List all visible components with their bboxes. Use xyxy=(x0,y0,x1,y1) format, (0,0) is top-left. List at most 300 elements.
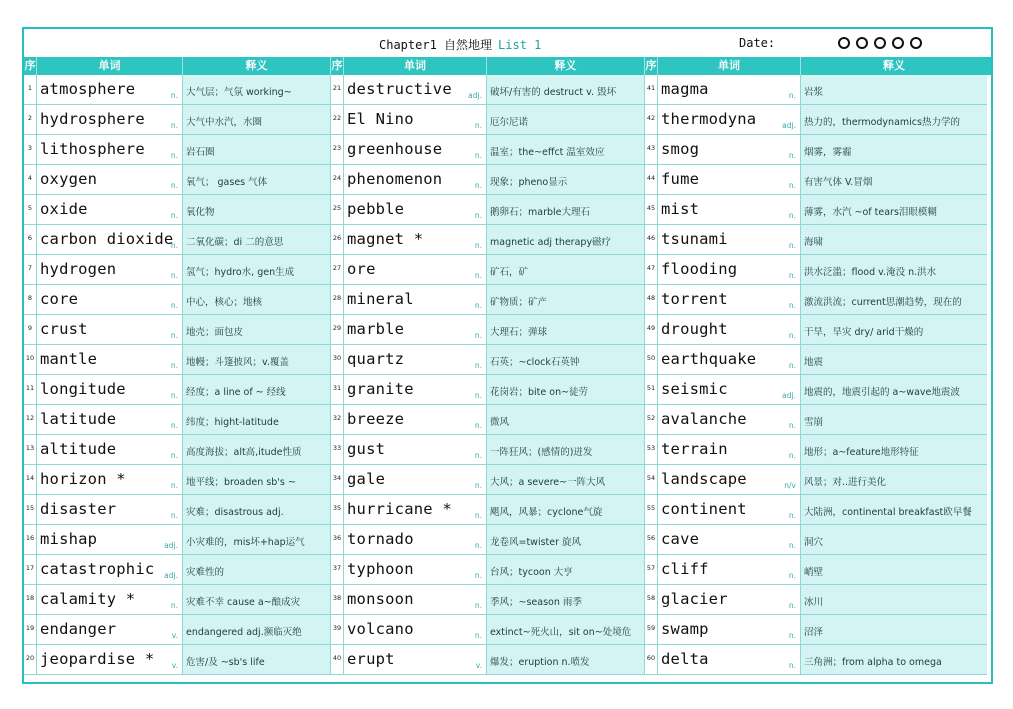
definition-cell[interactable]: 雪崩 xyxy=(801,405,987,434)
part-of-speech: adj. xyxy=(468,91,482,100)
word-cell[interactable] xyxy=(37,225,183,254)
vocab-row xyxy=(331,315,645,345)
definition-cell[interactable]: 有害气体 V.冒烟 xyxy=(801,165,987,194)
row-number: 49 xyxy=(645,315,658,344)
part-of-speech: n. xyxy=(474,301,482,310)
word-cell[interactable] xyxy=(658,195,801,224)
row-number: 28 xyxy=(331,285,344,314)
vocab-block-1 xyxy=(24,75,331,675)
rating-circle-icon[interactable] xyxy=(892,37,904,49)
definition-cell[interactable]: 洪水泛滥；flood v.淹没 n.洪水 xyxy=(801,255,987,284)
word-text: tornado xyxy=(347,530,414,548)
word-cell[interactable] xyxy=(658,135,801,164)
chapter-title: Chapter1 自然地理 xyxy=(379,38,493,52)
definition-cell[interactable]: 纬度；hight-latitude xyxy=(183,405,331,434)
part-of-speech: n. xyxy=(788,361,796,370)
row-number: 26 xyxy=(331,225,344,254)
definition-cell[interactable]: 大气中水汽，水圈 xyxy=(183,105,331,134)
word-text: disaster xyxy=(40,500,117,518)
word-text: terrain xyxy=(661,440,728,458)
word-cell[interactable] xyxy=(344,615,487,644)
definition-cell[interactable]: 氧化物 xyxy=(183,195,331,224)
column-header-def: 释义 xyxy=(183,57,331,75)
word-cell[interactable] xyxy=(344,75,487,104)
part-of-speech: n. xyxy=(170,451,178,460)
definition-cell[interactable]: endangered adj.濒临灭绝 xyxy=(183,615,331,644)
part-of-speech: n. xyxy=(170,331,178,340)
vocab-row xyxy=(645,165,987,195)
vocab-row xyxy=(24,195,331,225)
word-text: cliff xyxy=(661,560,709,578)
column-header-row xyxy=(24,57,991,75)
vocab-row xyxy=(24,495,331,525)
word-cell[interactable] xyxy=(344,345,487,374)
row-number: 50 xyxy=(645,345,658,374)
definition-cell[interactable]: 小灾难的，mis坏+hap运气 xyxy=(183,525,331,554)
word-cell[interactable] xyxy=(37,615,183,644)
word-cell[interactable] xyxy=(658,495,801,524)
definition-cell[interactable]: 危害/及 ~sb's life xyxy=(183,645,331,674)
word-text: volcano xyxy=(347,620,414,638)
definition-cell[interactable]: 峭壁 xyxy=(801,555,987,584)
word-cell[interactable] xyxy=(37,495,183,524)
row-number: 55 xyxy=(645,495,658,524)
vocab-row xyxy=(645,525,987,555)
part-of-speech: n. xyxy=(170,361,178,370)
rating-circle-icon[interactable] xyxy=(856,37,868,49)
vocab-row xyxy=(24,615,331,645)
definition-cell[interactable]: 地平线；broaden sb's ~ xyxy=(183,465,331,494)
row-number: 7 xyxy=(24,255,37,284)
vocab-row xyxy=(331,75,645,105)
definition-cell[interactable]: 矿物质；矿产 xyxy=(487,285,645,314)
part-of-speech: n. xyxy=(170,421,178,430)
row-number: 27 xyxy=(331,255,344,284)
word-text: drought xyxy=(661,320,728,338)
row-number: 16 xyxy=(24,525,37,554)
word-cell[interactable] xyxy=(37,375,183,404)
vocab-row xyxy=(24,435,331,465)
row-number: 40 xyxy=(331,645,344,674)
word-cell[interactable] xyxy=(344,375,487,404)
word-text: thermodyna xyxy=(661,110,757,128)
date-label: Date: xyxy=(739,36,776,50)
word-text: El Nino xyxy=(347,110,414,128)
definition-cell[interactable]: 花岗岩；bite on~徒劳 xyxy=(487,375,645,404)
definition-cell[interactable]: 台风；tycoon 大亨 xyxy=(487,555,645,584)
row-number: 4 xyxy=(24,165,37,194)
word-cell[interactable] xyxy=(658,405,801,434)
word-text: fume xyxy=(661,170,700,188)
definition-cell[interactable]: 二氧化碳；di 二的意思 xyxy=(183,225,331,254)
vocab-row xyxy=(24,585,331,615)
part-of-speech: n. xyxy=(474,541,482,550)
part-of-speech: n. xyxy=(170,481,178,490)
vocab-row xyxy=(331,465,645,495)
word-cell[interactable] xyxy=(344,285,487,314)
word-text: marble xyxy=(347,320,405,338)
definition-cell[interactable]: 地壳；面包皮 xyxy=(183,315,331,344)
definition-cell[interactable]: 灾难；disastrous adj. xyxy=(183,495,331,524)
word-text: catastrophic xyxy=(40,560,155,578)
row-number: 35 xyxy=(331,495,344,524)
list-label: List 1 xyxy=(498,38,542,52)
word-cell[interactable] xyxy=(37,585,183,614)
definition-cell[interactable]: 一阵狂风；(感情的)迸发 xyxy=(487,435,645,464)
definition-cell[interactable]: 高度海拔；alt高,itude性质 xyxy=(183,435,331,464)
word-cell[interactable] xyxy=(344,525,487,554)
word-cell[interactable] xyxy=(344,465,487,494)
vocab-row xyxy=(331,135,645,165)
definition-cell[interactable]: 微风 xyxy=(487,405,645,434)
word-cell[interactable] xyxy=(37,645,183,674)
vocab-row xyxy=(645,555,987,585)
row-number: 25 xyxy=(331,195,344,224)
word-cell[interactable] xyxy=(344,315,487,344)
part-of-speech: n. xyxy=(788,271,796,280)
word-cell[interactable] xyxy=(37,435,183,464)
word-cell[interactable] xyxy=(344,495,487,524)
definition-cell[interactable]: 鹅卵石；marble大理石 xyxy=(487,195,645,224)
definition-cell[interactable]: 大陆洲，continental breakfast欧早餐 xyxy=(801,495,987,524)
word-cell[interactable] xyxy=(37,465,183,494)
word-cell[interactable] xyxy=(344,225,487,254)
definition-cell[interactable]: 风景；对..进行美化 xyxy=(801,465,987,494)
definition-cell[interactable]: 龙卷风=twister 旋风 xyxy=(487,525,645,554)
definition-cell[interactable]: magnetic adj therapy磁疗 xyxy=(487,225,645,254)
definition-cell[interactable]: 地幔；斗篷披风；v.覆盖 xyxy=(183,345,331,374)
column-header-def: 释义 xyxy=(883,59,905,72)
word-text: typhoon xyxy=(347,560,414,578)
word-cell[interactable] xyxy=(658,105,801,134)
part-of-speech: n. xyxy=(788,241,796,250)
word-cell[interactable] xyxy=(344,105,487,134)
vocab-row xyxy=(24,285,331,315)
word-text: calamity * xyxy=(40,590,136,608)
row-number: 30 xyxy=(331,345,344,374)
definition-cell[interactable]: 洞穴 xyxy=(801,525,987,554)
word-cell[interactable] xyxy=(37,255,183,284)
row-number: 42 xyxy=(645,105,658,134)
definition-cell[interactable]: 激流洪流；current思潮趋势，现在的 xyxy=(801,285,987,314)
part-of-speech: n. xyxy=(788,151,796,160)
title-row xyxy=(24,29,991,57)
column-header-num: 序 xyxy=(24,57,37,75)
part-of-speech: n. xyxy=(788,91,796,100)
word-text: mist xyxy=(661,200,700,218)
part-of-speech: v. xyxy=(171,631,178,640)
word-text: gale xyxy=(347,470,386,488)
definition-cell[interactable]: 灾难不幸 cause a~酿成灾 xyxy=(183,585,331,614)
part-of-speech: n. xyxy=(474,631,482,640)
definition-cell[interactable]: 现象；pheno显示 xyxy=(487,165,645,194)
word-cell[interactable] xyxy=(658,525,801,554)
definition-cell[interactable]: 温室；the~effct 温室效应 xyxy=(487,135,645,164)
column-header-word: 单词 xyxy=(658,57,801,75)
word-cell[interactable] xyxy=(344,195,487,224)
definition-cell[interactable]: 中心，核心；地核 xyxy=(183,285,331,314)
rating-circle-icon[interactable] xyxy=(874,37,886,49)
part-of-speech: adj. xyxy=(164,571,178,580)
vocab-row xyxy=(24,75,331,105)
word-text: horizon * xyxy=(40,470,126,488)
vocab-row xyxy=(24,465,331,495)
vocab-row xyxy=(24,525,331,555)
definition-cell[interactable]: 冰川 xyxy=(801,585,987,614)
definition-cell[interactable]: 岩浆 xyxy=(801,75,987,104)
definition-cell[interactable]: 地震 xyxy=(801,345,987,374)
vocab-row xyxy=(645,375,987,405)
row-number: 18 xyxy=(24,585,37,614)
rating-circle-icon[interactable] xyxy=(910,37,922,49)
vocab-row xyxy=(331,615,645,645)
row-number: 58 xyxy=(645,585,658,614)
part-of-speech: n. xyxy=(474,151,482,160)
word-cell[interactable] xyxy=(658,255,801,284)
row-number: 8 xyxy=(24,285,37,314)
row-number: 54 xyxy=(645,465,658,494)
row-number: 56 xyxy=(645,525,658,554)
row-number: 45 xyxy=(645,195,658,224)
word-cell[interactable] xyxy=(658,165,801,194)
definition-cell[interactable]: 大风；a severe~一阵大风 xyxy=(487,465,645,494)
part-of-speech: n. xyxy=(474,421,482,430)
vocab-row xyxy=(645,435,987,465)
column-header-num: 序 xyxy=(645,57,658,75)
column-header-word: 单词 xyxy=(37,57,183,75)
part-of-speech: n. xyxy=(788,631,796,640)
part-of-speech: n. xyxy=(788,601,796,610)
row-number: 21 xyxy=(331,75,344,104)
vocab-row xyxy=(24,225,331,255)
word-text: quartz xyxy=(347,350,405,368)
word-text: altitude xyxy=(40,440,117,458)
part-of-speech: n. xyxy=(474,511,482,520)
row-number: 44 xyxy=(645,165,658,194)
word-cell[interactable] xyxy=(37,135,183,164)
vocab-block-2 xyxy=(331,75,645,675)
word-cell[interactable] xyxy=(37,105,183,134)
row-number: 13 xyxy=(24,435,37,464)
definition-cell[interactable]: 矿石，矿 xyxy=(487,255,645,284)
word-cell[interactable] xyxy=(658,555,801,584)
part-of-speech: v. xyxy=(171,661,178,670)
vocab-row xyxy=(331,555,645,585)
word-text: smog xyxy=(661,140,700,158)
word-cell[interactable] xyxy=(658,345,801,374)
row-number: 48 xyxy=(645,285,658,314)
definition-cell[interactable]: 三角洲；from alpha to omega xyxy=(801,645,987,674)
vocab-row xyxy=(331,405,645,435)
word-cell[interactable] xyxy=(37,195,183,224)
rating-circle-icon[interactable] xyxy=(838,37,850,49)
row-number: 39 xyxy=(331,615,344,644)
definition-cell[interactable]: 氧气； gases 气体 xyxy=(183,165,331,194)
definition-cell[interactable]: 飓风，风暴；cyclone气旋 xyxy=(487,495,645,524)
word-cell[interactable] xyxy=(344,435,487,464)
word-cell[interactable] xyxy=(37,525,183,554)
part-of-speech: n. xyxy=(788,421,796,430)
row-number: 1 xyxy=(24,75,37,104)
vocab-row xyxy=(645,465,987,495)
part-of-speech: n. xyxy=(170,91,178,100)
word-text: landscape xyxy=(661,470,747,488)
word-cell[interactable] xyxy=(37,75,183,104)
word-cell[interactable] xyxy=(37,315,183,344)
part-of-speech: n. xyxy=(474,241,482,250)
row-number: 24 xyxy=(331,165,344,194)
row-number: 17 xyxy=(24,555,37,584)
row-number: 11 xyxy=(24,375,37,404)
part-of-speech: n. xyxy=(788,511,796,520)
row-number: 60 xyxy=(645,645,658,674)
definition-cell[interactable]: extinct~死火山，sit on~处境危 xyxy=(487,615,645,644)
part-of-speech: n. xyxy=(474,121,482,130)
vocab-row xyxy=(645,255,987,285)
word-text: avalanche xyxy=(661,410,747,428)
vocabulary-sheet xyxy=(22,27,993,684)
vocab-row xyxy=(331,435,645,465)
definition-cell[interactable]: 薄雾，水汽 ~of tears泪眼模糊 xyxy=(801,195,987,224)
column-header-num: 序 xyxy=(331,57,344,75)
definition-cell[interactable]: 海啸 xyxy=(801,225,987,254)
definition-cell[interactable]: 烟雾，雾霾 xyxy=(801,135,987,164)
definition-cell[interactable]: 岩石圈 xyxy=(183,135,331,164)
definition-cell[interactable]: 经度；a line of ~ 经线 xyxy=(183,375,331,404)
row-number: 23 xyxy=(331,135,344,164)
definition-cell[interactable]: 地震的，地震引起的 a~wave地震波 xyxy=(801,375,987,404)
vocab-row xyxy=(645,645,987,675)
word-cell[interactable] xyxy=(37,555,183,584)
part-of-speech: n. xyxy=(474,181,482,190)
vocabulary-grid xyxy=(24,75,991,675)
part-of-speech: n. xyxy=(474,331,482,340)
vocab-row xyxy=(331,375,645,405)
word-text: erupt xyxy=(347,650,395,668)
word-cell[interactable] xyxy=(658,645,801,674)
part-of-speech: n. xyxy=(474,481,482,490)
definition-cell[interactable]: 破坏/有害的 destruct v. 毁坏 xyxy=(487,75,645,104)
word-text: magnet * xyxy=(347,230,424,248)
word-cell[interactable] xyxy=(658,435,801,464)
word-text: phenomenon xyxy=(347,170,443,188)
definition-cell[interactable]: 沼泽 xyxy=(801,615,987,644)
rating-circles xyxy=(838,37,922,49)
word-cell[interactable] xyxy=(658,585,801,614)
definition-cell[interactable]: 大气层；气氛 working~ xyxy=(183,75,331,104)
row-number: 10 xyxy=(24,345,37,374)
definition-cell[interactable]: 大理石；弹球 xyxy=(487,315,645,344)
word-cell[interactable] xyxy=(37,285,183,314)
word-cell[interactable] xyxy=(344,645,487,674)
part-of-speech: n. xyxy=(170,181,178,190)
row-number: 59 xyxy=(645,615,658,644)
vocab-row xyxy=(24,135,331,165)
definition-cell[interactable]: 爆发；eruption n.喷发 xyxy=(487,645,645,674)
definition-cell[interactable]: 热力的，thermodynamics热力学的 xyxy=(801,105,987,134)
row-number: 20 xyxy=(24,645,37,674)
part-of-speech: adj. xyxy=(782,391,796,400)
word-cell[interactable] xyxy=(658,75,801,104)
row-number: 31 xyxy=(331,375,344,404)
vocab-row xyxy=(645,615,987,645)
vocab-row xyxy=(24,375,331,405)
word-text: hydrogen xyxy=(40,260,117,278)
word-cell[interactable] xyxy=(344,165,487,194)
row-number: 51 xyxy=(645,375,658,404)
definition-cell[interactable]: 地形；a~feature地形特征 xyxy=(801,435,987,464)
word-cell[interactable] xyxy=(658,315,801,344)
word-text: lithosphere xyxy=(40,140,145,158)
word-cell[interactable] xyxy=(344,255,487,284)
word-cell[interactable] xyxy=(658,285,801,314)
word-cell[interactable] xyxy=(658,615,801,644)
vocab-row xyxy=(645,345,987,375)
word-text: magma xyxy=(661,80,709,98)
definition-cell[interactable]: 干旱，旱灾 dry/ arid干燥的 xyxy=(801,315,987,344)
word-cell[interactable] xyxy=(658,225,801,254)
part-of-speech: n. xyxy=(170,211,178,220)
word-text: glacier xyxy=(661,590,728,608)
word-cell[interactable] xyxy=(344,135,487,164)
word-cell[interactable] xyxy=(344,405,487,434)
word-cell[interactable] xyxy=(344,585,487,614)
word-text: cave xyxy=(661,530,700,548)
part-of-speech: n. xyxy=(170,301,178,310)
row-number: 12 xyxy=(24,405,37,434)
row-number: 22 xyxy=(331,105,344,134)
word-text: seismic xyxy=(661,380,728,398)
word-cell[interactable] xyxy=(658,465,801,494)
definition-cell[interactable]: 灾难性的 xyxy=(183,555,331,584)
word-text: jeopardise * xyxy=(40,650,155,668)
part-of-speech: n. xyxy=(474,451,482,460)
definition-cell[interactable]: 季风；~season 雨季 xyxy=(487,585,645,614)
part-of-speech: n. xyxy=(474,571,482,580)
part-of-speech: adj. xyxy=(164,541,178,550)
vocab-row xyxy=(24,645,331,675)
word-text: mineral xyxy=(347,290,414,308)
row-number: 5 xyxy=(24,195,37,224)
part-of-speech: n. xyxy=(474,391,482,400)
definition-cell[interactable]: 氢气；hydro水, gen生成 xyxy=(183,255,331,284)
part-of-speech: n. xyxy=(170,151,178,160)
part-of-speech: n. xyxy=(170,271,178,280)
vocab-row xyxy=(645,225,987,255)
row-number: 19 xyxy=(24,615,37,644)
word-text: torrent xyxy=(661,290,728,308)
row-number: 33 xyxy=(331,435,344,464)
word-text: ore xyxy=(347,260,376,278)
word-cell[interactable] xyxy=(344,555,487,584)
vocab-row xyxy=(645,75,987,105)
word-text: tsunami xyxy=(661,230,728,248)
definition-cell[interactable]: 石英；~clock石英钟 xyxy=(487,345,645,374)
word-cell[interactable] xyxy=(37,345,183,374)
vocab-row xyxy=(331,225,645,255)
row-number: 32 xyxy=(331,405,344,434)
word-cell[interactable] xyxy=(37,405,183,434)
vocab-row xyxy=(331,105,645,135)
definition-cell[interactable]: 厄尔尼诺 xyxy=(487,105,645,134)
vocab-row xyxy=(331,165,645,195)
row-number: 46 xyxy=(645,225,658,254)
word-cell[interactable] xyxy=(37,165,183,194)
word-cell[interactable] xyxy=(658,375,801,404)
word-text: gust xyxy=(347,440,386,458)
vocab-row xyxy=(24,555,331,585)
row-number: 34 xyxy=(331,465,344,494)
